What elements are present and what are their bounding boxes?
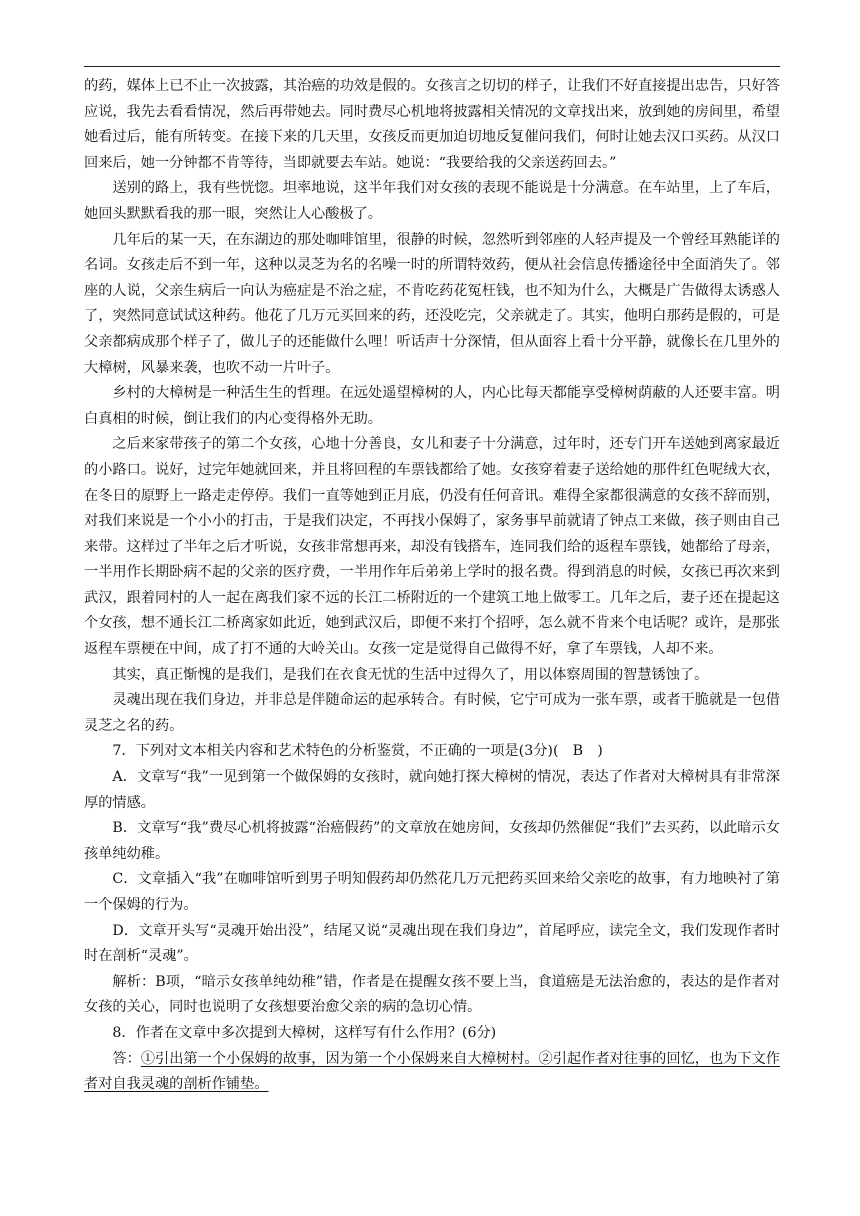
question-7-analysis: 解析：B项，“暗示女孩单纯幼稚”错，作者是在提醒女孩不要上当，食道癌是无法治愈的，表达的是作者对女孩的关心，同时也说明了女孩想要治愈父亲的病的急切心情。 xyxy=(84,973,780,1016)
question-8-stem: 8．作者在文章中多次提到大樟树，这样写有什么作用？(6分) xyxy=(112,1024,497,1041)
passage-paragraph: 灵魂出现在我们身边，并非总是伴随命运的起承转合。有时候，它宁可成为一张车票，或者干脆就是一包借灵芝之名的药。 xyxy=(84,692,780,734)
passage-paragraph: 之后来家带孩子的第二个女孩，心地十分善良，女儿和妻子十分满意，过年时，还专门开车送她到离家最近的小路口。说好，过完年她就回来，并且将回程的车票钱都给了她。女孩穿着妻子送给她的那件红色呢绒大衣，在冬日的原野上一路走走停停。我们一直等她到正月底，仍没有任何音讯。难得全家都很满意的女孩不辞而别，对我们来说是一个小小的打击，于是我们决定，不再找小保姆了，家务事早前就请了钟点工来做，孩子则由自己来带。这样过了半年之后才听说，女孩非常想再来，却没有钱搭车，连同我们给的返程车票钱，她都给了母亲，一半用作长期卧病不起的父亲的医疗费，一半用作年后弟弟上学时的报名费。得到消息的时候，女孩已再次来到武汉，跟着同村的人一起在离我们家不远的长江二桥附近的一个建筑工地上做零工。几年之后，妻子还在提起这个女孩，想不通长江二桥离家如此近，她到武汉后，即便不来打个招呼，怎么就不肯来个电话呢？或许，是那张返程车票梗在中间，成了打不通的大岭关山。女孩一定是觉得自己做得不好，拿了车票钱，人却不来。 xyxy=(84,436,780,658)
passage-paragraph: 几年后的某一天，在东湖边的那处咖啡馆里，很静的时候，忽然听到邻座的人轻声提及一个曾经耳熟能详的名词。女孩走后不到一年，这种以灵芝为名的名噪一时的所谓特效药，便从社会信息传播途径中全面消失了。邻座的人说，父亲生病后一向认为癌症是不治之症，不肯吃药花冤枉钱，也不知为什么，大概是广告做得太诱惑人了，突然同意试试这种药。他花了几万元买回来的药，还没吃完，父亲就走了。其实，他明白那药是假的，可是父亲都病成那个样子了，做儿子的还能做什么哩！听话声十分深情，但从面容上看十分平静，就像长在几里外的大樟树，风暴来袭，也吹不动一片叶子。 xyxy=(84,231,780,376)
question-8-answer xyxy=(84,1047,780,1098)
passage-paragraph: 乡村的大樟树是一种活生生的哲理。在远处遥望樟树的人，内心比每天都能享受樟树荫蔽的人还要丰富。明白真相的时候，倒让我们的内心变得格外无助。 xyxy=(84,385,780,427)
passage-paragraph: 送别的路上，我有些恍惚。坦率地说，这半年我们对女孩的表现不能说是十分满意。在车站里，上了车后，她回头默默看我的那一眼，突然让人心酸极了。 xyxy=(84,180,780,222)
document-page xyxy=(84,66,780,1098)
option-d: D．文章开头写“灵魂开始出没”，结尾又说“灵魂出现在我们身边”，首尾呼应，读完全文，我们发现作者时时在剖析“灵魂”。 xyxy=(84,922,780,965)
question-7-stem: 7．下列对文本相关内容和艺术特色的分析鉴赏，不正确的一项是(3分)( B ) xyxy=(112,743,603,760)
header-rule xyxy=(84,66,780,67)
answer-label: 答： xyxy=(112,1050,141,1067)
passage-paragraph: 其实，真正惭愧的是我们，是我们在衣食无忧的生活中过得久了，用以体察周围的智慧锈蚀了。 xyxy=(112,666,709,683)
answer-text: ①引出第一个小保姆的故事，因为第一个小保姆来自大樟树村。②引起作者对往事的回忆，也为下文作者对自我灵魂的剖析作铺垫。 xyxy=(84,1050,780,1093)
option-a: A．文章写“我”一见到第一个做保姆的女孩时，就向她打探大樟树的情况，表达了作者对大樟树具有非常深厚的情感。 xyxy=(84,769,780,811)
option-b: B．文章写“我”费尽心机将披露“治癌假药”的文章放在她房间，女孩却仍然催促“我们”去买药，以此暗示女孩单纯幼稚。 xyxy=(84,820,780,862)
option-c: C．文章插入“我”在咖啡馆听到男子明知假药却仍然花几万元把药买回来给父亲吃的故事，有力地映衬了第一个保姆的行为。 xyxy=(84,871,780,913)
passage-paragraph: 的药，媒体上已不止一次披露，其治癌的功效是假的。女孩言之切切的样子，让我们不好直接提出忠告，只好答应说，我先去看看情况，然后再带她去。同时费尽心机地将披露相关情况的文章找出来，放到她的房间里，希望她看过后，能有所转变。在接下来的几天里，女孩反而更加迫切地反复催问我们，何时让她去汉口买药。从汉口回来后，她一分钟都不肯等待，当即就要去车站。她说：“我要给我的父亲送药回去。” xyxy=(84,78,780,171)
